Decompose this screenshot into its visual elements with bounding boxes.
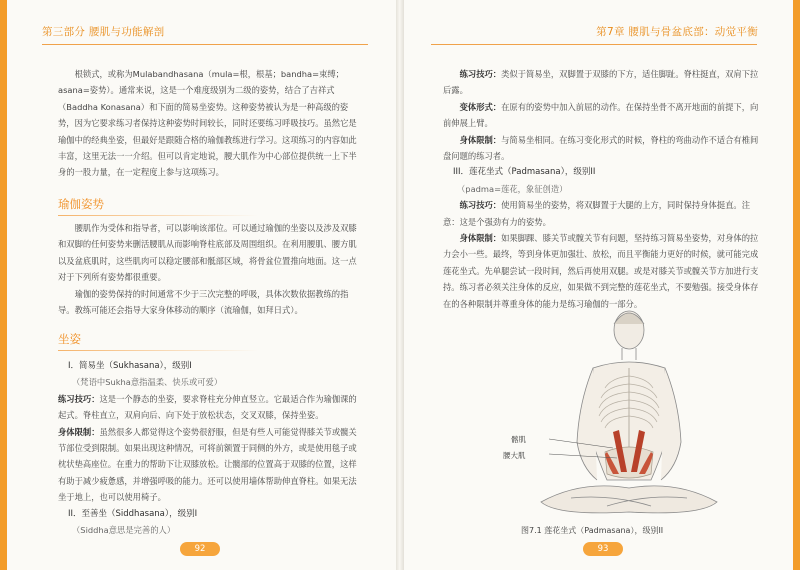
label: 身体限制：	[459, 233, 502, 244]
pose-title-padmasana: III．莲花坐式（Padmasana），级别II	[453, 167, 596, 178]
label: 练习技巧：	[459, 200, 502, 211]
right-header-rule	[431, 44, 757, 45]
label: 练习技巧：	[58, 393, 100, 404]
right-running-header: 第7章 腰肌与骨盆底部：动觉平衡	[596, 26, 758, 38]
paragraph: 与简易坐相同。在练习变化形式的时候，脊柱的弯曲动作不适合有椎间盘问题的练习者。	[443, 134, 759, 162]
pose-title-siddhasana: II．至善坐（Siddhasana），级别I	[68, 508, 198, 519]
figure-label-psoas-major: 腰大肌	[503, 451, 526, 460]
paragraph: 腰肌作为受体和指导者，可以影响该部位。可以通过瑜伽的坐姿以及涉及双膝和双脚的任何姿势来删活腰肌从而影响脊柱底部及周围组织。在利用腰肌、腰方肌以及盆底肌时，这些肌肉可以稳定腰部和骶部区域，将骨盆位置推向地面。这一点对于下列所有姿势都很重要。	[58, 223, 357, 283]
section-heading-rule	[58, 350, 258, 351]
label: 身体限制：	[459, 134, 502, 145]
right-body	[443, 66, 763, 312]
paragraph: 虽然很多人都觉得这个姿势很舒服，但是有些人可能觉得膝关节或髋关节部位受到限制。如果出现这种情况，可将前额置于同侧的外方，或是使用毯子或枕状垫高座位。在重力的帮助下让双膝放松。让髋部的位置高于双膝的位置，这样有助于减少疲惫感，并增强呼吸的能力。还可以使用墙体帮助伸直脊柱。如果无法坐于地上，也可以使用椅子。	[58, 426, 357, 503]
pose-subtitle: （梵语中Sukha意指温柔、快乐或可爱）	[72, 377, 223, 388]
paragraph: 在原有的姿势中加入前屈的动作。在保持坐骨不离开地面的前提下，向前伸展上臂。	[443, 101, 759, 129]
page-number: 93	[583, 542, 623, 556]
figure-label-iliacus: 髂肌	[511, 435, 526, 444]
padmasana-anatomy-illustration	[501, 302, 741, 520]
page-number: 92	[180, 542, 220, 556]
left-header-rule	[42, 44, 368, 45]
intro-text: 根锁式，或称为Mulabandhasana（mula=根，根基；bandha=束缚；asana=姿势）。通常来说，这是一个难度级别为二级的姿势，结合了吉祥式（Baddha Konasana）和下面的简易坐姿势。这种姿势被认为是一种高级的姿势，因为它要求练习者保持这种姿势时间较长，同时还要练习呼吸技巧。虽然它是瑜伽中的经典坐姿，但最好是跟随合格的瑜伽教练进行学习。这项练习的内容如此丰富，这里无法一一介绍。但可以肯定地说，腰大肌作为中心部位提供统一上下半身的一股力量，在一定程度上参与这项练习。	[58, 69, 357, 178]
yoga-poses-body	[58, 220, 358, 318]
figure-caption: 图7.1 莲花坐式（Padmasana），级别II	[521, 526, 664, 535]
left-running-header: 第三部分 腰肌与功能解剖	[42, 26, 165, 38]
label: 变体形式：	[459, 101, 502, 112]
paragraph: 使用简易坐的姿势，将双脚置于大腿的上方，同时保持身体挺直。注意：这是个强劲有力的姿势。	[443, 200, 751, 227]
left-page	[0, 0, 397, 570]
section-heading-rule	[58, 215, 258, 216]
pose-subtitle: （Siddha意思是完善的人）	[72, 525, 176, 536]
pose-title-sukhasana: I．简易坐（Sukhasana），级别I	[68, 361, 192, 371]
right-edge-bar	[793, 0, 800, 570]
sitting-body	[58, 358, 358, 538]
paragraph: 这是一个静态的坐姿，要求脊柱充分伸直竖立。它最适合作为瑜伽课的起式。脊柱直立，双肩向后、向下处于放松状态，交叉双膝，保持坐姿。	[58, 393, 357, 421]
paragraph: 瑜伽的姿势保持的时间通常不少于三次完整的呼吸，具体次数依据教练的指导。教练可能还会指导大家身体移动的顺序（流瑜伽，如拜日式）。	[58, 288, 349, 316]
label: 练习技巧：	[459, 69, 502, 79]
pose-subtitle: （padma=莲花，象征创造）	[457, 183, 568, 194]
section-heading-sitting: 坐姿	[58, 332, 81, 346]
label: 身体限制：	[58, 426, 100, 437]
paragraph: 如果脚踝、膝关节或髋关节有问题，坚持练习简易坐姿势，对身体的拉力会小一些。最终，等到身体更加强壮、放松，而且平衡能力更好的时候，就可能完成莲花坐式。先单腿尝试一段时间，然后再使用双腿。或是对膝关节或髋关节方加进行支持。练习者必须关注身体的反应，如果做不到完整的莲花坐式，不要勉强。接受身体存在的各种限制并尊重身体的能力是练习瑜伽的一部分。	[443, 233, 759, 309]
section-heading-yoga-poses: 瑜伽姿势	[58, 197, 104, 211]
intro-paragraph	[58, 66, 358, 181]
right-page	[403, 0, 800, 570]
paragraph: 类似于简易坐，双脚置于双膝的下方，适住脚趾。脊柱挺直，双肩下拉后露。	[443, 69, 759, 96]
